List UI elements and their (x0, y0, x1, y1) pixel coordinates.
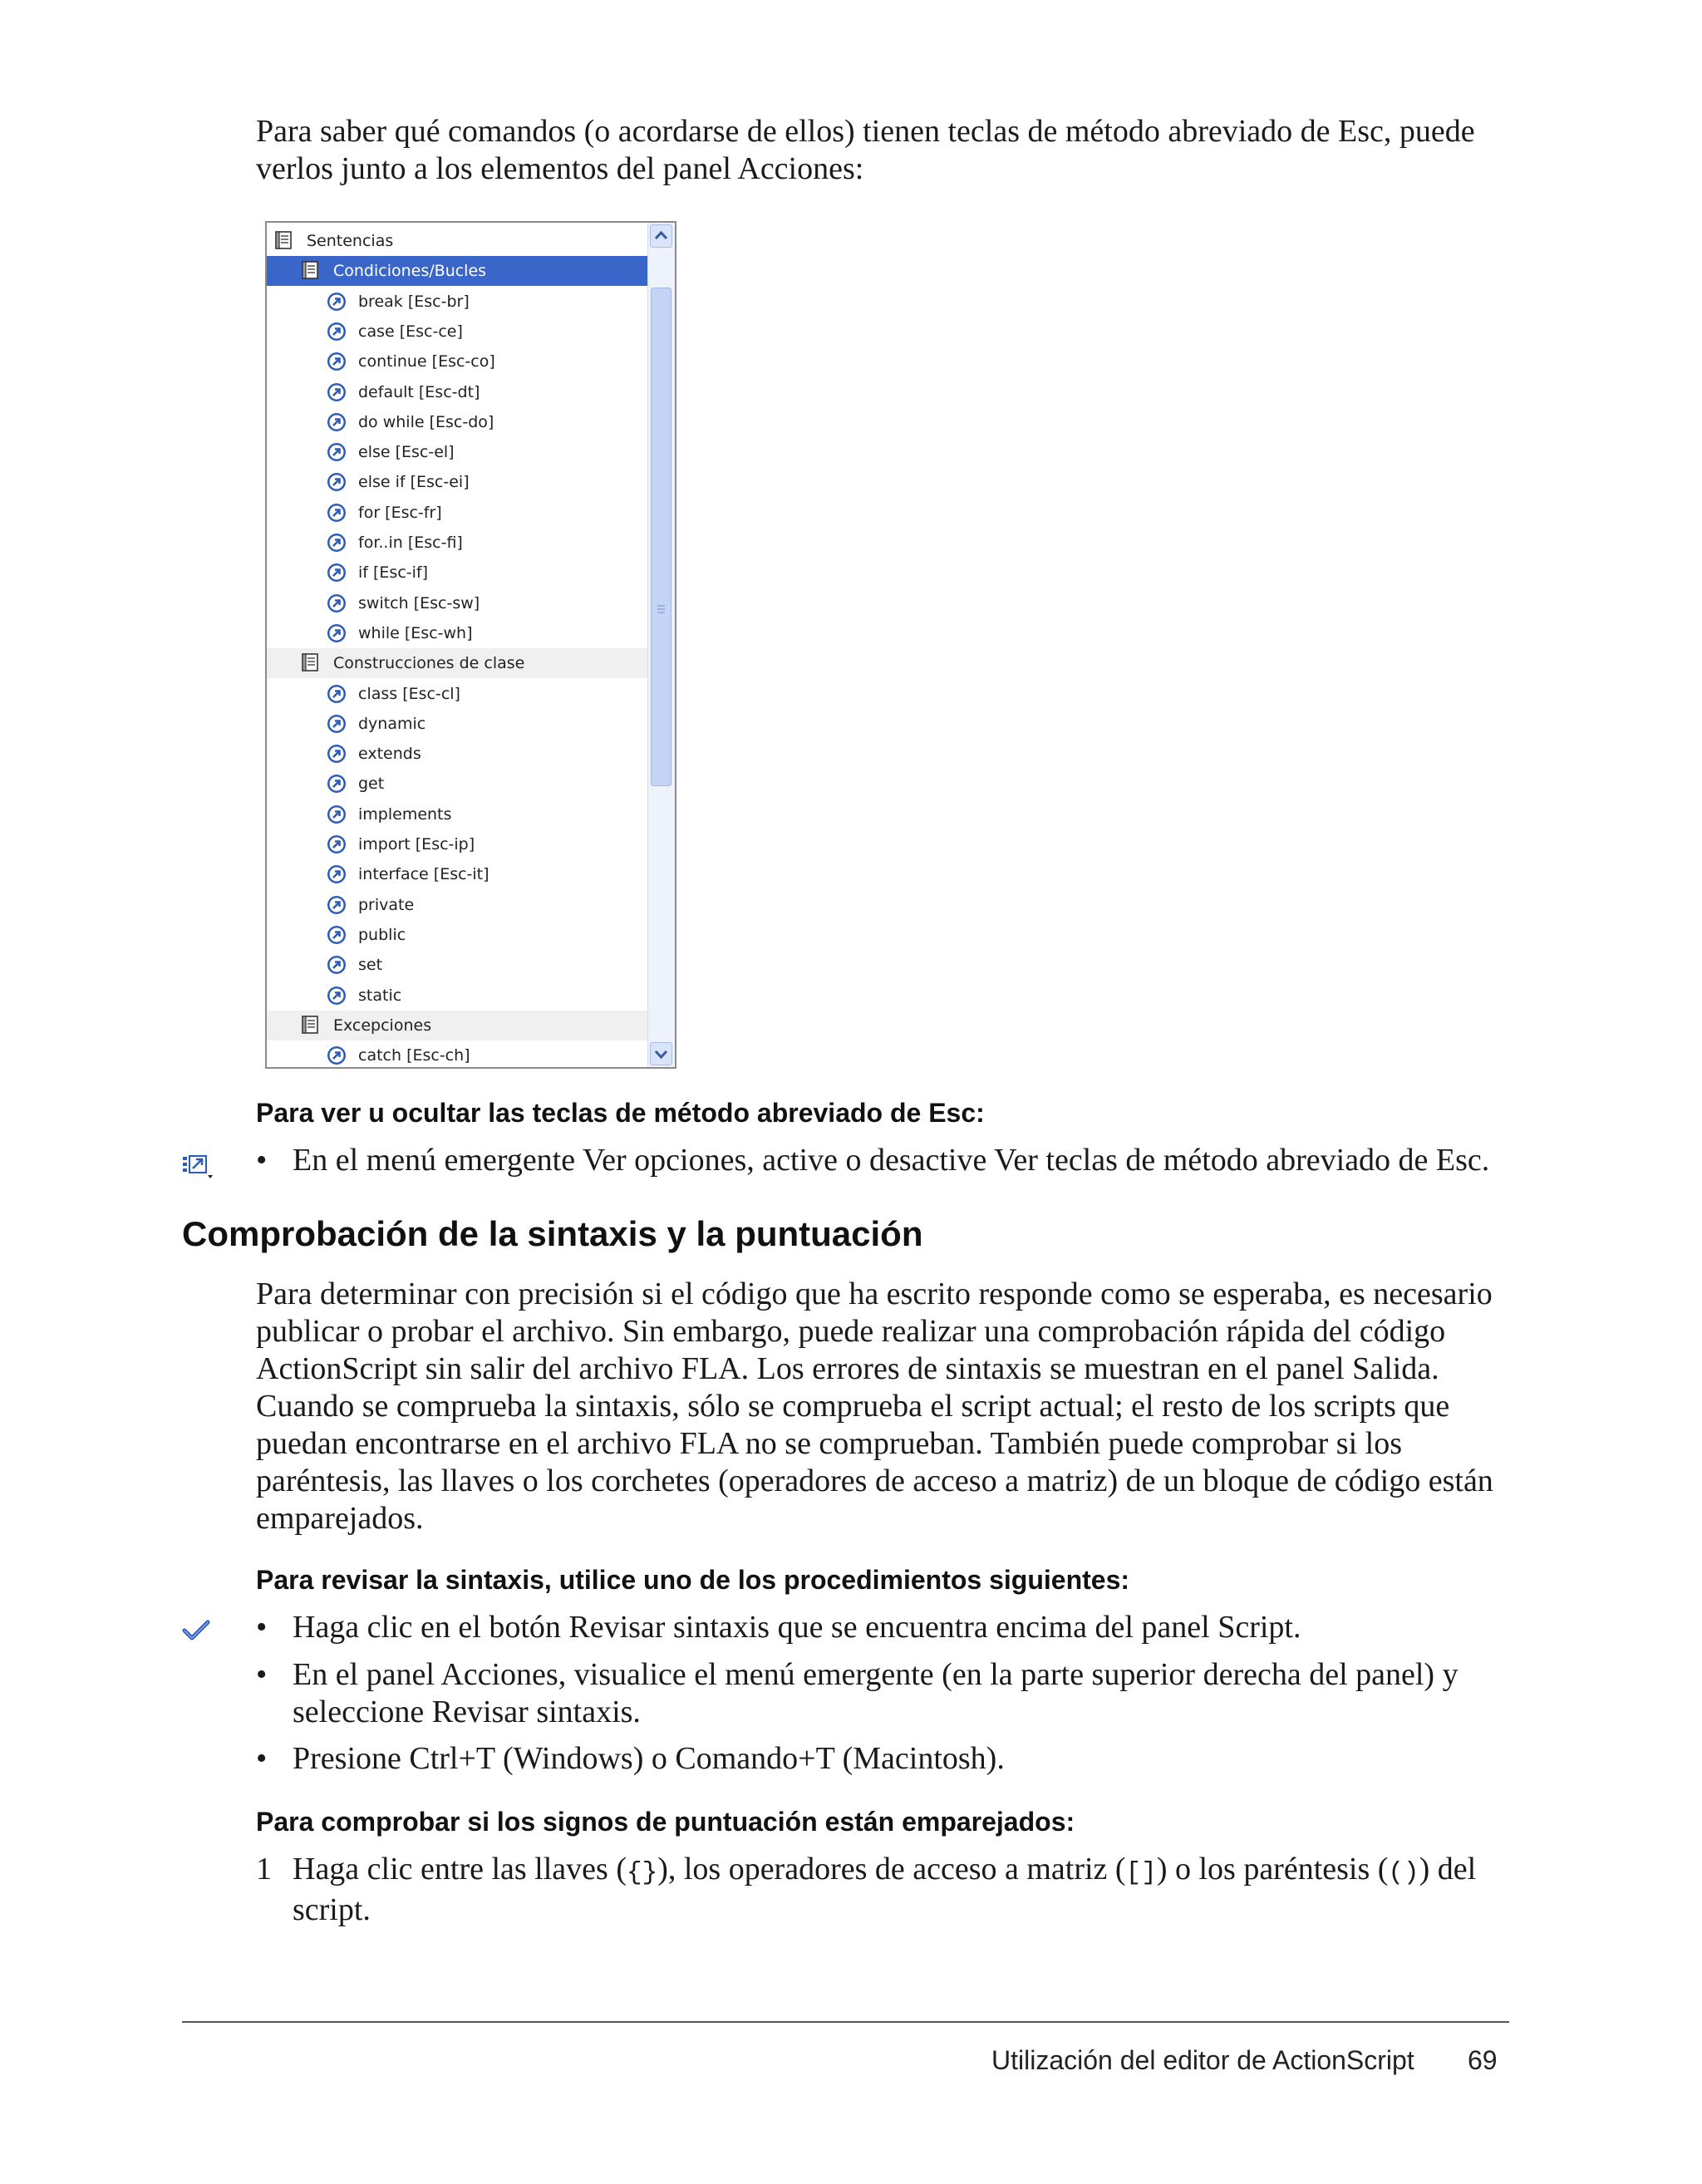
tree-item[interactable] (267, 588, 648, 618)
list-item: • En el panel Acciones, visualice el menú emergente (en la parte superior derecha del panel) y seleccione Revisar sintaxis. (256, 1657, 1459, 1729)
action-arrow-icon (327, 382, 347, 402)
book-icon (300, 260, 320, 280)
code-parens: () (1388, 1858, 1419, 1887)
tree-item[interactable] (267, 981, 648, 1011)
tree-item[interactable] (267, 287, 648, 317)
action-arrow-icon (327, 834, 347, 854)
tree-item[interactable] (267, 407, 648, 437)
tree-item[interactable] (267, 467, 648, 497)
action-arrow-icon (327, 472, 347, 492)
code-braces: {} (626, 1858, 658, 1887)
tree-item[interactable] (267, 829, 648, 859)
tree-item[interactable] (267, 1040, 648, 1069)
action-arrow-icon (327, 955, 347, 975)
tree-item[interactable] (267, 317, 648, 347)
action-arrow-icon (327, 442, 347, 462)
procedure-heading-esc-shortcuts: Para ver u ocultar las teclas de método abreviado de Esc: (256, 1098, 985, 1128)
action-arrow-icon (327, 864, 347, 884)
tree-item-label: dynamic (358, 714, 426, 733)
book-icon (273, 230, 293, 250)
list-item: • En el menú emergente Ver opciones, active o desactive Ver teclas de método abreviado de Esc. (256, 1143, 1490, 1178)
action-arrow-icon (327, 895, 347, 915)
tree-item-label: static (358, 986, 402, 1005)
book-icon (300, 652, 320, 672)
tree-item-label: case [Esc-ce] (358, 322, 463, 341)
tree-item-label: class [Esc-cl] (358, 684, 460, 703)
intro-line-1: Para saber qué comandos (o acordarse de ellos) tienen teclas de método abreviado de Esc, puede (256, 114, 1475, 149)
intro-paragraph (256, 113, 1519, 188)
tree-item-label: interface [Esc-it] (358, 865, 489, 884)
tree-item[interactable] (267, 377, 648, 407)
check-syntax-icon (182, 1619, 210, 1642)
tree-item-label: private (358, 895, 415, 914)
tree-item[interactable] (267, 558, 648, 588)
tree-category[interactable] (267, 256, 648, 286)
tree-category[interactable] (267, 226, 648, 256)
grip-icon (652, 288, 671, 787)
step-number: 1 (256, 1852, 272, 1886)
tree-item-label: extends (358, 745, 421, 764)
tree-item-label: if [Esc-if] (358, 563, 429, 583)
tree-category[interactable] (267, 648, 648, 678)
action-arrow-icon (327, 533, 347, 553)
tree-item-label: import [Esc-ip] (358, 835, 475, 853)
tree-item[interactable] (267, 769, 648, 799)
tree-item-label: Excepciones (333, 1016, 432, 1035)
action-arrow-icon (327, 292, 347, 312)
action-arrow-icon (327, 563, 347, 583)
actions-panel-tree (265, 221, 676, 1069)
tree-item-label: for [Esc-fr] (358, 503, 442, 522)
tree-item-label: do while [Esc-do] (358, 412, 494, 431)
action-arrow-icon (327, 986, 347, 1006)
tree-item-label: default [Esc-dt] (358, 382, 480, 401)
tree-item[interactable] (267, 859, 648, 889)
action-arrow-icon (327, 714, 347, 734)
footer-title: Utilización del editor de ActionScript (991, 2045, 1414, 2075)
action-arrow-icon (327, 804, 347, 824)
action-arrow-icon (327, 744, 347, 764)
vertical-scrollbar[interactable] (647, 223, 675, 1067)
action-arrow-icon (327, 623, 347, 643)
procedure-heading-punctuation: Para comprobar si los signos de puntuación están emparejados: (256, 1807, 1075, 1837)
tree-item-label: Sentencias (307, 232, 394, 250)
action-arrow-icon (327, 925, 347, 945)
tree-item[interactable] (267, 347, 648, 376)
action-arrow-icon (327, 503, 347, 523)
tree-item-label: catch [Esc-ch] (358, 1046, 470, 1065)
section-title: Comprobación de la sintaxis y la puntuación (182, 1214, 923, 1253)
tree-category[interactable] (267, 1011, 648, 1040)
tree-item[interactable] (267, 437, 648, 467)
chevron-down-icon (651, 1043, 671, 1065)
code-brackets: [] (1125, 1858, 1157, 1887)
tree-item-label: public (358, 925, 406, 944)
action-arrow-icon (327, 1045, 347, 1065)
action-arrow-icon (327, 774, 347, 794)
tree-item-label: continue [Esc-co] (358, 352, 495, 371)
footer-rule (182, 2021, 1509, 2023)
list-item: • Haga clic en el botón Revisar sintaxis que se encuentra encima del panel Script. (256, 1610, 1301, 1645)
tree-item-label: else [Esc-el] (358, 443, 455, 462)
tree-item-label: switch [Esc-sw] (358, 593, 480, 612)
view-options-icon (182, 1153, 217, 1182)
tree-item-label: break [Esc-br] (358, 292, 470, 311)
scroll-thumb[interactable] (651, 288, 671, 786)
book-icon (300, 1015, 320, 1035)
tree-item-label: Condiciones/Bucles (333, 262, 487, 281)
procedure-heading-check-syntax: Para revisar la sintaxis, utilice uno de los procedimientos siguientes: (256, 1565, 1130, 1595)
list-item: • Presione Ctrl+T (Windows) o Comando+T (Macintosh). (256, 1741, 1005, 1776)
tree-item[interactable] (267, 799, 648, 829)
tree-item-label: get (358, 775, 385, 794)
tree-item[interactable] (267, 950, 648, 980)
intro-line-2: verlos junto a los elementos del panel Acciones: (256, 151, 864, 186)
section-paragraph: Para determinar con precisión si el código que ha escrito responde como se esperaba, es necesario publicar o probar el archivo. Sin embargo, puede realizar una comprobación rápida del código ActionScript sin salir del archivo FLA. Los errores de sintaxis se muestran en el panel Salida. Cuando se comprueba la sintaxis, sólo se comprueba el script actual; el resto de los scripts que puedan encontrarse en el archivo FLA no se comprueban. También puede comprobar si los paréntesis, las llaves o los corchetes (operadores de acceso a matriz) de un bloque de código están emparejados. (256, 1276, 1493, 1536)
action-arrow-icon (327, 684, 347, 704)
tree-item-label: else if [Esc-ei] (358, 473, 470, 492)
tree-item[interactable] (267, 498, 648, 528)
tree-item[interactable] (267, 528, 648, 558)
tree-item[interactable] (267, 890, 648, 920)
action-arrow-icon (327, 412, 347, 432)
tree-item-label: while [Esc-wh] (358, 623, 473, 642)
page-number: 69 (1468, 2045, 1498, 2075)
action-arrow-icon (327, 593, 347, 613)
scroll-up-button[interactable] (650, 224, 672, 248)
scroll-down-button[interactable] (650, 1042, 672, 1065)
tree-item-label: for..in [Esc-fi] (358, 534, 463, 552)
action-arrow-icon (327, 322, 347, 342)
tree-item[interactable] (267, 920, 648, 950)
tree-item-label: Construcciones de clase (333, 654, 525, 673)
numbered-step: 1 Haga clic entre las llaves ({}), los operadores de acceso a matriz ([]) o los paréntesis (()) del script. (256, 1852, 1477, 1927)
chevron-up-icon (651, 225, 671, 247)
tree-item[interactable] (267, 709, 648, 739)
tree-item-label: implements (358, 804, 452, 824)
tree-item[interactable] (267, 739, 648, 769)
tree-item[interactable] (267, 679, 648, 709)
tree-item[interactable] (267, 618, 648, 648)
action-arrow-icon (327, 352, 347, 371)
tree-item-label: set (358, 956, 383, 975)
